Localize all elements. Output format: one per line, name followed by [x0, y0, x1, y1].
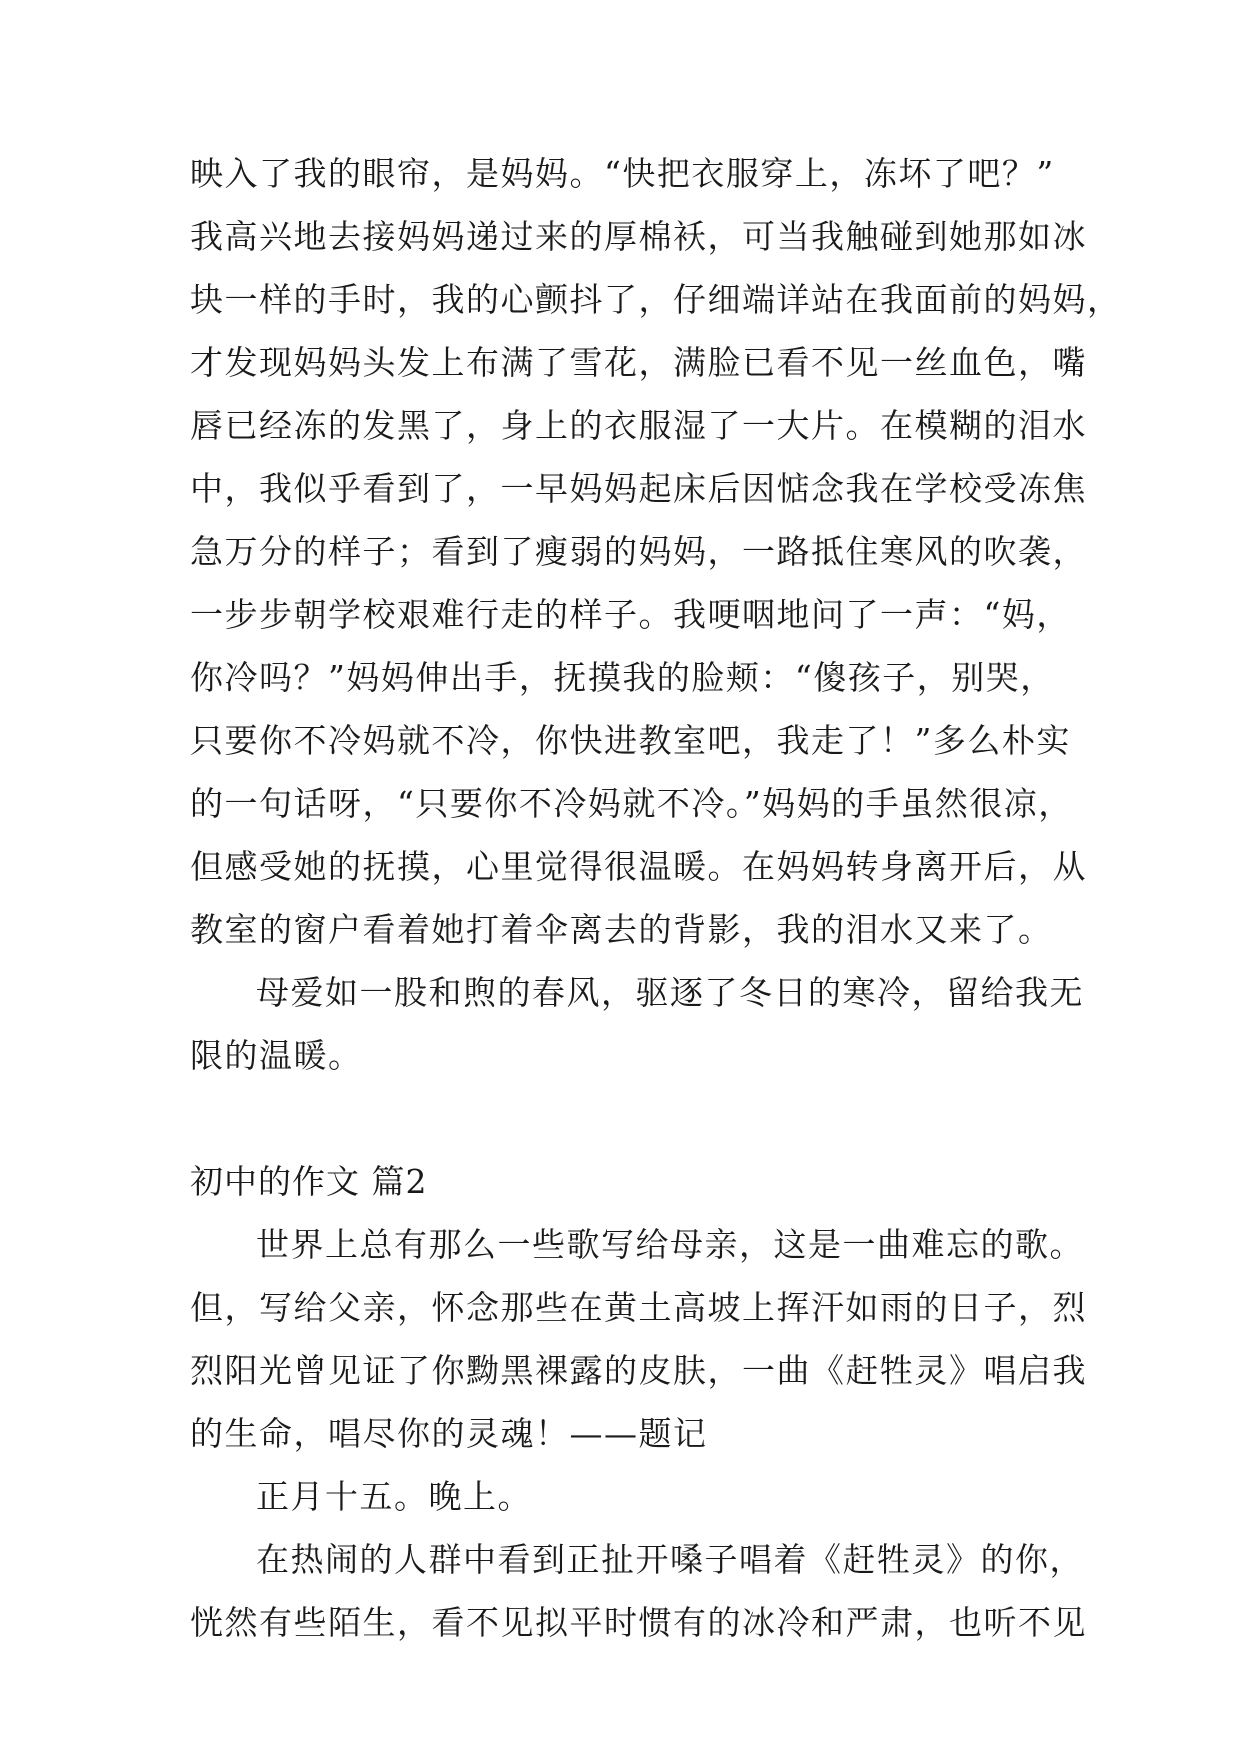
section-heading: 初中的作文 篇2 [190, 1162, 428, 1201]
paragraph-line: 限的温暖。 [190, 1036, 363, 1075]
paragraph-line: 但感受她的抚摸，心里觉得很温暖。在妈妈转身离开后，从 [190, 847, 1087, 886]
paragraph-line: 母爱如一股和煦的春风，驱逐了冬日的寒冷，留给我无 [256, 973, 1084, 1012]
paragraph-line: 块一样的手时，我的心颤抖了，仔细端详站在我面前的妈妈， [190, 280, 1122, 319]
paragraph-line: 映入了我的眼帘，是妈妈。“快把衣服穿上，冻坏了吧？” [190, 154, 1055, 193]
paragraph-line: 中，我似乎看到了，一早妈妈起床后因惦念我在学校受冻焦 [190, 469, 1087, 508]
paragraph-line: 的一句话呀，“只要你不冷妈就不冷。”妈妈的手虽然很凉， [190, 784, 1073, 823]
paragraph-line: 恍然有些陌生，看不见拟平时惯有的冰冷和严肃，也听不见 [190, 1603, 1087, 1642]
paragraph-line: 教室的窗户看着她打着伞离去的背影，我的泪水又来了。 [190, 910, 1053, 949]
paragraph-line: 在热闹的人群中看到正扯开嗓子唱着《赶牲灵》的你， [256, 1540, 1084, 1579]
paragraph-line: 急万分的样子；看到了瘦弱的妈妈，一路抵住寒风的吹袭， [190, 532, 1087, 571]
paragraph-line: 的生命，唱尽你的灵魂！——题记 [190, 1414, 708, 1453]
paragraph-line: 一步步朝学校艰难行走的样子。我哽咽地问了一声：“妈， [190, 595, 1071, 634]
paragraph-line: 你冷吗？”妈妈伸出手，抚摸我的脸颊：“傻孩子，别哭， [190, 658, 1055, 697]
paragraph-line: 但，写给父亲，怀念那些在黄土高坡上挥汗如雨的日子，烈 [190, 1288, 1087, 1327]
paragraph-line: 正月十五。晚上。 [256, 1477, 532, 1516]
paragraph-line: 唇已经冻的发黑了，身上的衣服湿了一大片。在模糊的泪水 [190, 406, 1087, 445]
paragraph-line: 才发现妈妈头发上布满了雪花，满脸已看不见一丝血色，嘴 [190, 343, 1087, 382]
paragraph-line: 我高兴地去接妈妈递过来的厚棉袄，可当我触碰到她那如冰 [190, 217, 1087, 256]
paragraph-line: 烈阳光曾见证了你黝黑裸露的皮肤，一曲《赶牲灵》唱启我 [190, 1351, 1087, 1390]
paragraph-line: 只要你不冷妈就不冷，你快进教室吧，我走了！”多么朴实 [190, 721, 1071, 760]
paragraph-line: 世界上总有那么一些歌写给母亲，这是一曲难忘的歌。 [256, 1225, 1084, 1264]
